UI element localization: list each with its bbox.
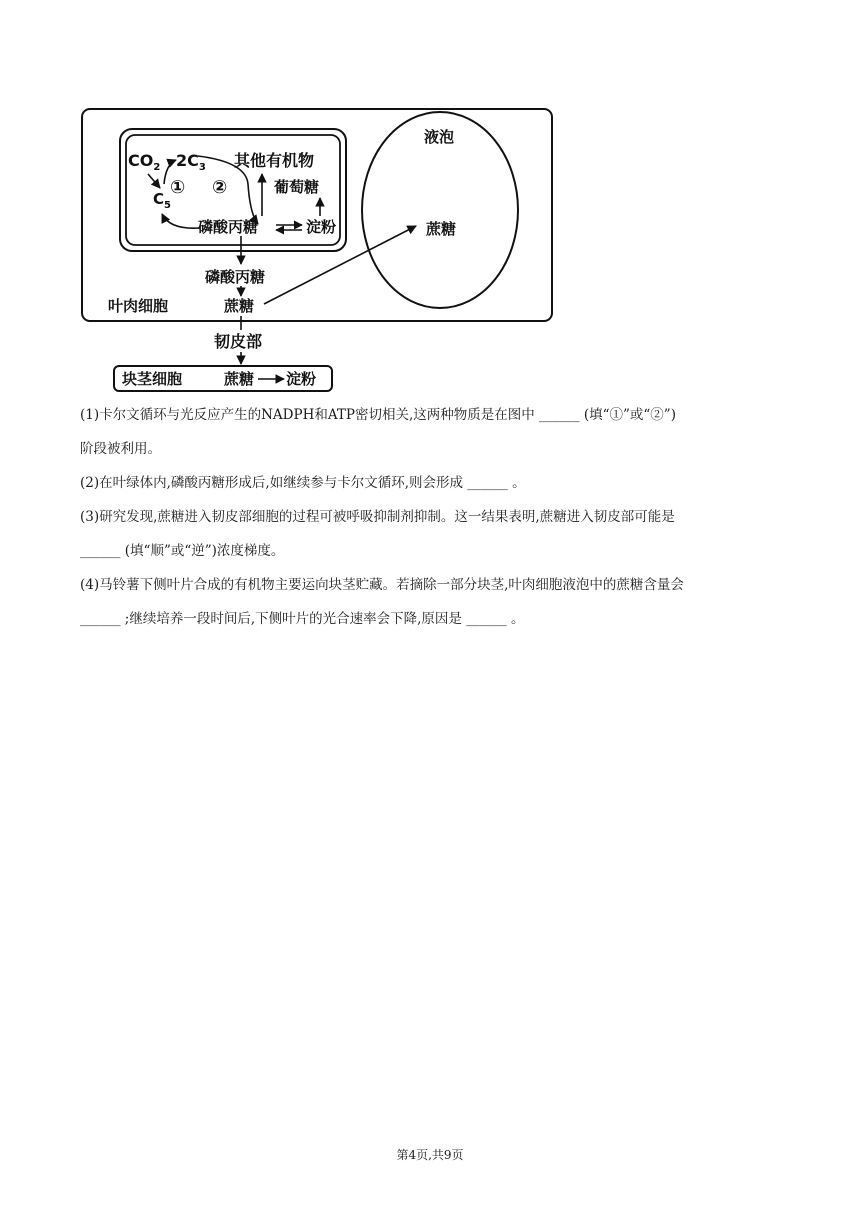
triose-cyto-label: 磷酸丙糖 xyxy=(205,268,266,286)
triose-inner-label: 磷酸丙糖 xyxy=(198,218,259,236)
phloem-label: 韧皮部 xyxy=(214,332,263,351)
triose-to-c5-arrow xyxy=(162,214,200,228)
tuber-sucrose-label: 蔗糖 xyxy=(224,370,255,388)
question-3-line-2: ______ (填“顺”或“逆”)浓度梯度。 xyxy=(80,543,285,559)
step-2-label: ② xyxy=(212,177,228,198)
question-2-line-1: (2)在叶绿体内,磷酸丙糖形成后,如继续参与卡尔文循环,则会形成 ______ 。 xyxy=(80,475,526,491)
question-4-line-1: (4)马铃薯下侧叶片合成的有机物主要运向块茎贮藏。若摘除一部分块茎,叶肉细胞液泡中的蔗糖含量会 xyxy=(80,577,684,593)
step-1-label: ① xyxy=(170,177,186,198)
glucose-label: 葡萄糖 xyxy=(274,178,320,196)
sucrose-cyto-label: 蔗糖 xyxy=(224,297,255,315)
mesophyll-cell-box xyxy=(82,109,552,321)
co2-to-c5-arrow xyxy=(148,174,160,188)
starch-inner-label: 淀粉 xyxy=(306,218,337,236)
question-1-line-2: 阶段被利用。 xyxy=(80,441,161,457)
question-3-line-1: (3)研究发现,蔗糖进入韧皮部细胞的过程可被呼吸抑制剂抑制。这一结果表明,蔗糖进入韧皮部可能是 xyxy=(80,509,675,525)
co2-label: $CO_2$ xyxy=(128,151,161,173)
question-2 xyxy=(80,466,800,500)
tuber-starch-label: 淀粉 xyxy=(286,370,317,388)
c3-label: $2C_3$ xyxy=(176,151,206,173)
photosynthesis-diagram xyxy=(78,104,558,394)
question-3 xyxy=(80,500,800,568)
question-1-line-1: (1)卡尔文循环与光反应产生的NADPH和ATP密切相关,这两种物质是在图中 ______ (填“①”或“②”) xyxy=(80,407,676,423)
page-footer: 第4页,共9页 xyxy=(396,1148,464,1162)
vacuole-label: 液泡 xyxy=(424,128,455,146)
c5-label: $C_5$ xyxy=(153,190,171,211)
question-4-line-2: ______ ;继续培养一段时间后,下侧叶片的光合速率会下降,原因是 ______ 。 xyxy=(80,611,525,627)
cell-label: 叶肉细胞 xyxy=(108,297,169,315)
other-organics-label: 其他有机物 xyxy=(234,151,315,170)
question-4 xyxy=(80,568,800,636)
tuber-cell-label: 块茎细胞 xyxy=(122,370,183,388)
vacuole-sucrose-label: 蔗糖 xyxy=(426,220,457,238)
question-1 xyxy=(80,398,800,466)
